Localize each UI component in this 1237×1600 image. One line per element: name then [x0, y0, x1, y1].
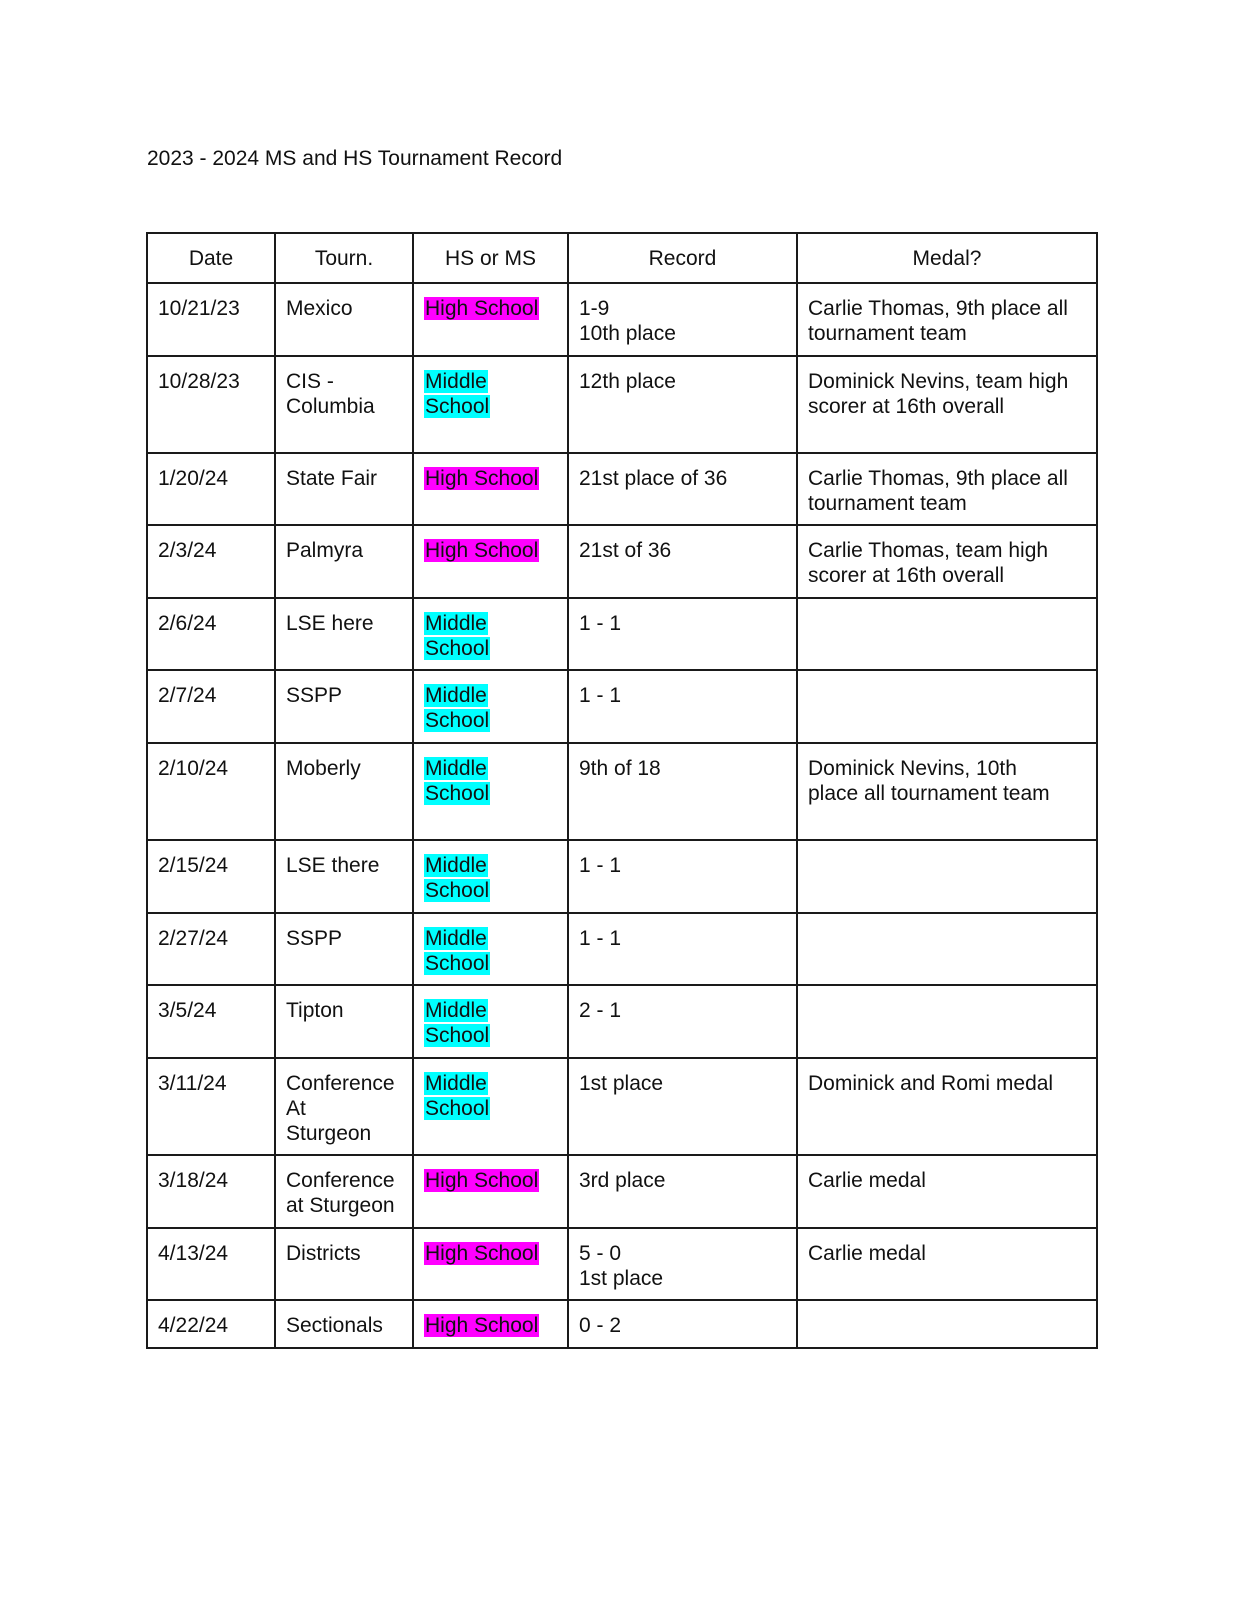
cell-tournament: CIS - Columbia — [275, 356, 413, 453]
cell-tournament: Sectionals — [275, 1300, 413, 1348]
tournament-record-table — [146, 232, 1098, 1349]
cell-record: 1-9 10th place — [568, 283, 797, 356]
middle-school-highlight: Middle School — [425, 757, 490, 805]
cell-medal — [797, 913, 1097, 985]
cell-level — [413, 356, 568, 453]
header-row — [147, 233, 1097, 283]
cell-medal — [797, 1300, 1097, 1348]
high-school-highlight: High School — [425, 297, 539, 320]
cell-tournament: LSE there — [275, 840, 413, 913]
table-row — [147, 356, 1097, 453]
cell-level — [413, 1155, 568, 1228]
cell-date: 2/7/24 — [147, 670, 275, 743]
high-school-highlight: High School — [425, 467, 539, 490]
middle-school-highlight: Middle School — [425, 999, 490, 1047]
cell-record: 1 - 1 — [568, 840, 797, 913]
table-row — [147, 283, 1097, 356]
cell-level — [413, 670, 568, 743]
cell-date: 4/13/24 — [147, 1228, 275, 1300]
cell-tournament: SSPP — [275, 670, 413, 743]
cell-level — [413, 913, 568, 985]
cell-date: 4/22/24 — [147, 1300, 275, 1348]
table-row — [147, 525, 1097, 598]
cell-level — [413, 453, 568, 525]
high-school-highlight: High School — [425, 1314, 539, 1337]
high-school-highlight: High School — [425, 539, 539, 562]
cell-tournament: SSPP — [275, 913, 413, 985]
cell-medal: Carlie medal — [797, 1155, 1097, 1228]
cell-record: 0 - 2 — [568, 1300, 797, 1348]
cell-level — [413, 985, 568, 1058]
cell-record: 1 - 1 — [568, 670, 797, 743]
header-date: Date — [147, 233, 275, 283]
table-row — [147, 670, 1097, 743]
middle-school-highlight: Middle School — [425, 612, 490, 660]
cell-medal — [797, 670, 1097, 743]
cell-level — [413, 1228, 568, 1300]
table-header — [147, 233, 1097, 283]
cell-level — [413, 743, 568, 840]
cell-date: 10/21/23 — [147, 283, 275, 356]
cell-record: 1 - 1 — [568, 913, 797, 985]
cell-medal: Carlie Thomas, team high scorer at 16th overall — [797, 525, 1097, 598]
cell-tournament: Conference at Sturgeon — [275, 1155, 413, 1228]
middle-school-highlight: Middle School — [425, 370, 490, 418]
table-row — [147, 913, 1097, 985]
table-row — [147, 985, 1097, 1058]
cell-tournament: Moberly — [275, 743, 413, 840]
cell-level — [413, 1300, 568, 1348]
cell-level — [413, 525, 568, 598]
cell-date: 10/28/23 — [147, 356, 275, 453]
cell-medal: Carlie Thomas, 9th place all tournament team — [797, 453, 1097, 525]
middle-school-highlight: Middle School — [425, 1072, 490, 1120]
cell-date: 3/11/24 — [147, 1058, 275, 1155]
cell-date: 3/18/24 — [147, 1155, 275, 1228]
middle-school-highlight: Middle School — [425, 684, 490, 732]
table-row — [147, 598, 1097, 670]
cell-level — [413, 1058, 568, 1155]
cell-tournament: LSE here — [275, 598, 413, 670]
table-row — [147, 1228, 1097, 1300]
cell-level — [413, 840, 568, 913]
cell-date: 2/3/24 — [147, 525, 275, 598]
cell-date: 2/27/24 — [147, 913, 275, 985]
cell-date: 1/20/24 — [147, 453, 275, 525]
cell-record: 2 - 1 — [568, 985, 797, 1058]
cell-tournament: Conference At Sturgeon — [275, 1058, 413, 1155]
cell-record: 21st place of 36 — [568, 453, 797, 525]
cell-medal — [797, 985, 1097, 1058]
cell-medal: Carlie Thomas, 9th place all tournament team — [797, 283, 1097, 356]
cell-tournament: Mexico — [275, 283, 413, 356]
cell-medal — [797, 598, 1097, 670]
cell-tournament: Districts — [275, 1228, 413, 1300]
cell-medal: Dominick Nevins, team high scorer at 16th overall — [797, 356, 1097, 453]
cell-date: 2/15/24 — [147, 840, 275, 913]
cell-record: 1st place — [568, 1058, 797, 1155]
cell-level — [413, 283, 568, 356]
header-record: Record — [568, 233, 797, 283]
middle-school-highlight: Middle School — [425, 854, 490, 902]
cell-medal — [797, 840, 1097, 913]
cell-record: 21st of 36 — [568, 525, 797, 598]
cell-tournament: Palmyra — [275, 525, 413, 598]
table-row — [147, 1155, 1097, 1228]
cell-record: 1 - 1 — [568, 598, 797, 670]
table-row — [147, 453, 1097, 525]
header-level: HS or MS — [413, 233, 568, 283]
table-row — [147, 840, 1097, 913]
cell-date: 2/10/24 — [147, 743, 275, 840]
table-body — [147, 283, 1097, 1348]
cell-level — [413, 598, 568, 670]
table-row — [147, 1300, 1097, 1348]
cell-record: 3rd place — [568, 1155, 797, 1228]
high-school-highlight: High School — [425, 1242, 539, 1265]
cell-medal: Dominick Nevins, 10th place all tournament team — [797, 743, 1097, 840]
cell-date: 3/5/24 — [147, 985, 275, 1058]
middle-school-highlight: Middle School — [425, 927, 490, 975]
high-school-highlight: High School — [425, 1169, 539, 1192]
cell-tournament: Tipton — [275, 985, 413, 1058]
table-row — [147, 743, 1097, 840]
cell-record: 9th of 18 — [568, 743, 797, 840]
cell-date: 2/6/24 — [147, 598, 275, 670]
cell-record: 12th place — [568, 356, 797, 453]
document-title: 2023 - 2024 MS and HS Tournament Record — [147, 147, 563, 170]
header-medal: Medal? — [797, 233, 1097, 283]
cell-medal: Dominick and Romi medal — [797, 1058, 1097, 1155]
cell-medal: Carlie medal — [797, 1228, 1097, 1300]
header-tournament: Tourn. — [275, 233, 413, 283]
cell-tournament: State Fair — [275, 453, 413, 525]
table-row — [147, 1058, 1097, 1155]
cell-record: 5 - 0 1st place — [568, 1228, 797, 1300]
